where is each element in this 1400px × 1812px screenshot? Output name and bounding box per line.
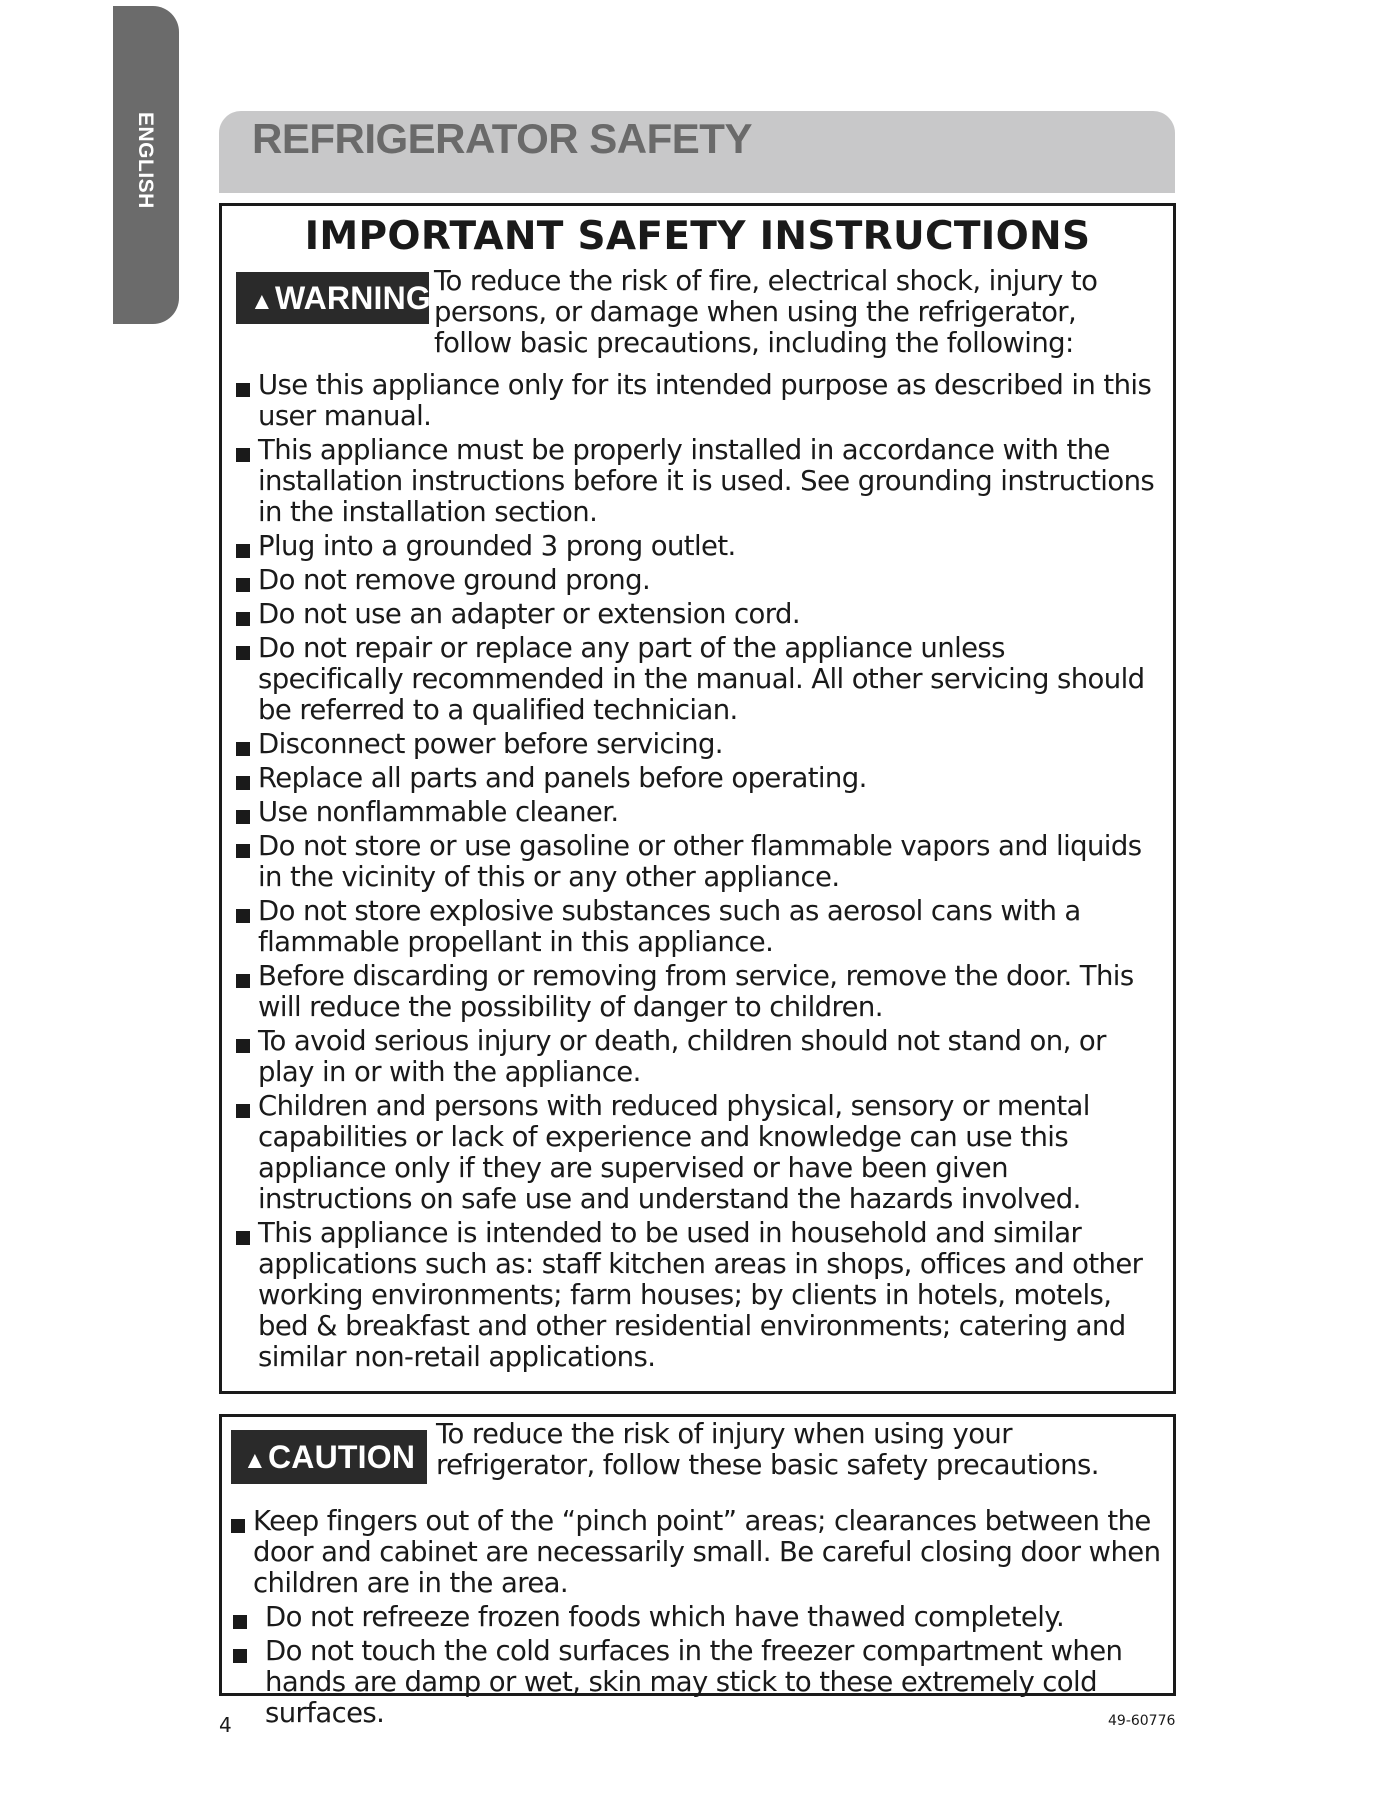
list-item: This appliance is intended to be used in household and similar applications such as: staff kitchen areas in shops, offices and other working environments; farm houses; by clients in hotels, motels, bed & breakfast and other residential environments; catering and similar non-retail applications. — [236, 1218, 1157, 1373]
square-bullet-icon — [236, 448, 250, 462]
list-item: Do not use an adapter or extension cord. — [236, 599, 1157, 630]
warning-intro-text: To reduce the risk of fire, electrical shock, injury to persons, or damage when using the refrigerator, follow basic precautions, including the following: — [434, 265, 1098, 359]
language-tab-label: ENGLISH — [134, 112, 157, 209]
square-bullet-icon — [236, 544, 250, 558]
warning-box — [219, 203, 1176, 1394]
language-tab — [113, 6, 179, 324]
square-bullet-icon — [236, 810, 250, 824]
list-item: Disconnect power before servicing. — [236, 729, 1157, 760]
section-header — [219, 111, 1175, 193]
document-number: 49-60776 — [1108, 1713, 1176, 1729]
list-item: Do not store or use gasoline or other flammable vapors and liquids in the vicinity of this or any other appliance. — [236, 831, 1157, 893]
square-bullet-icon — [236, 909, 250, 923]
list-item: Use this appliance only for its intended purpose as described in this user manual. — [236, 370, 1157, 432]
list-item: Do not refreeze frozen foods which have thawed completely. — [231, 1602, 1161, 1633]
caution-label — [231, 1430, 427, 1484]
list-item: Use nonflammable cleaner. — [236, 797, 1157, 828]
list-item: Do not remove ground prong. — [236, 565, 1157, 596]
list-item: Do not repair or replace any part of the appliance unless specifically recommended in the manual. All other servicing should be referred to a qualified technician. — [236, 633, 1157, 726]
list-item: Do not store explosive substances such as aerosol cans with a flammable propellant in this appliance. — [236, 896, 1157, 958]
square-bullet-icon — [236, 1231, 250, 1245]
square-bullet-icon — [236, 844, 250, 858]
list-item: Plug into a grounded 3 prong outlet. — [236, 531, 1157, 562]
square-bullet-icon — [236, 612, 250, 626]
caution-label-text: CAUTION — [267, 1439, 416, 1475]
page-number: 4 — [219, 1713, 232, 1737]
warning-box-title: IMPORTANT SAFETY INSTRUCTIONS — [304, 214, 1091, 259]
warning-label-text: WARNING — [274, 280, 432, 316]
list-item: Children and persons with reduced physical, sensory or mental capabilities or lack of experience and knowledge can use this appliance only if they are supervised or have been given instructions on safe use and understand the hazards involved. — [236, 1091, 1157, 1215]
square-bullet-icon — [233, 1649, 247, 1663]
square-bullet-icon — [236, 776, 250, 790]
square-bullet-icon — [236, 1039, 250, 1053]
list-item: To avoid serious injury or death, children should not stand on, or play in or with the appliance. — [236, 1026, 1157, 1088]
warning-intro — [236, 266, 1157, 359]
square-bullet-icon — [236, 578, 250, 592]
square-bullet-icon — [236, 974, 250, 988]
square-bullet-icon — [233, 1615, 247, 1629]
square-bullet-icon — [231, 1519, 245, 1533]
square-bullet-icon — [236, 383, 250, 397]
square-bullet-icon — [236, 742, 250, 756]
square-bullet-icon — [236, 646, 250, 660]
list-item: This appliance must be properly installed in accordance with the installation instructions before it is used. See grounding instructions in the installation section. — [236, 435, 1157, 528]
list-item: Keep fingers out of the “pinch point” areas; clearances between the door and cabinet are necessarily small. Be careful closing door when children are in the area. — [231, 1506, 1161, 1599]
list-item: Replace all parts and panels before operating. — [236, 763, 1157, 794]
warning-triangle-icon: ▲ — [250, 288, 274, 315]
list-item: Do not touch the cold surfaces in the freezer compartment when hands are damp or wet, skin may stick to these extremely cold surfaces. — [231, 1636, 1161, 1729]
caution-list — [231, 1506, 1161, 1732]
caution-intro: To reduce the risk of injury when using your refrigerator, follow these basic safety precautions. — [436, 1418, 1099, 1481]
caution-triangle-icon: ▲ — [243, 1447, 267, 1474]
square-bullet-icon — [236, 1104, 250, 1118]
warning-list — [236, 370, 1157, 1376]
list-item: Before discarding or removing from service, remove the door. This will reduce the possibility of danger to children. — [236, 961, 1157, 1023]
section-title: REFRIGERATOR SAFETY — [252, 115, 752, 162]
